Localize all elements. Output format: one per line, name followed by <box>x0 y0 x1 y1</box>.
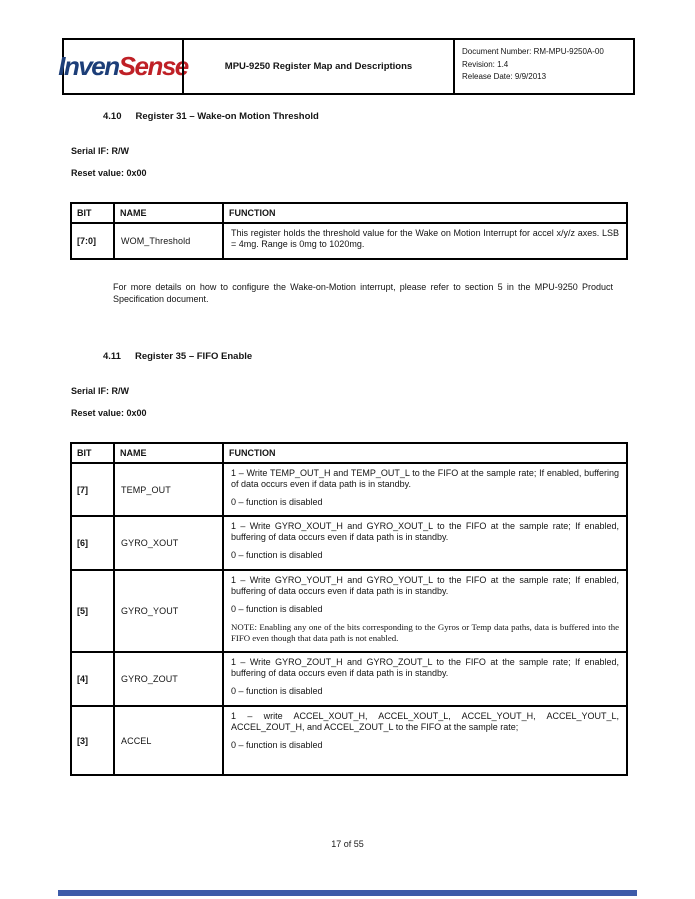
table-header-row <box>71 443 627 463</box>
document-release-date: Release Date: 9/9/2013 <box>462 72 547 81</box>
function-text: 1 – write ACCEL_XOUT_H, ACCEL_XOUT_L, ACCEL_YOUT_H, ACCEL_YOUT_L, ACCEL_ZOUT_H, and ACCEL_ZOUT_L to the FIFO at the sample rate; <box>231 711 619 732</box>
section-heading-4-11 <box>103 351 252 362</box>
function-text: 0 – function is disabled <box>231 740 323 750</box>
bit-column-header: BIT <box>71 443 114 463</box>
name-column-header: NAME <box>114 443 223 463</box>
function-column-header: FUNCTION <box>223 443 627 463</box>
section-number: 4.11 <box>103 351 121 362</box>
table-row-accel <box>71 706 627 775</box>
bit-cell: [6] <box>71 516 114 570</box>
document-info-block <box>453 40 633 93</box>
bit-cell: [4] <box>71 652 114 706</box>
name-cell: GYRO_YOUT <box>114 570 223 652</box>
function-cell <box>223 570 627 652</box>
section-heading-4-10 <box>103 111 319 122</box>
table-row-gyro-xout <box>71 516 627 570</box>
name-cell: GYRO_XOUT <box>114 516 223 570</box>
name-cell: WOM_Threshold <box>114 223 223 259</box>
function-text: 0 – function is disabled <box>231 497 323 507</box>
fifo-enable-table <box>70 442 628 776</box>
serial-if-line-410: Serial IF: R/W <box>71 146 130 156</box>
name-cell: ACCEL <box>114 706 223 775</box>
table-row <box>71 223 627 259</box>
wom-threshold-table <box>70 202 628 260</box>
bit-cell: [5] <box>71 570 114 652</box>
name-column-header: NAME <box>114 203 223 223</box>
document-number: Document Number: RM-MPU-9250A-00 <box>462 47 604 56</box>
document-title: MPU-9250 Register Map and Descriptions <box>182 40 453 93</box>
table-row-gyro-zout <box>71 652 627 706</box>
reset-value-line-411: Reset value: 0x00 <box>71 408 147 418</box>
bit-cell: [3] <box>71 706 114 775</box>
table-row-gyro-yout <box>71 570 627 652</box>
serial-if-line-411: Serial IF: R/W <box>71 386 130 396</box>
function-text: 1 – Write TEMP_OUT_H and TEMP_OUT_L to the FIFO at the sample rate; If enabled, buffering of data occurs even if data path is in standby. <box>231 468 619 489</box>
footer-accent-bar <box>58 890 637 896</box>
invensense-logo <box>58 40 188 93</box>
document-revision: Revision: 1.4 <box>462 59 509 69</box>
logo-sense-text: Sense <box>118 51 188 81</box>
function-cell <box>223 706 627 775</box>
logo-inven-text: Inven <box>58 51 119 81</box>
table-row-temp-out <box>71 463 627 516</box>
reset-value-line-410: Reset value: 0x00 <box>71 168 147 178</box>
header-table <box>58 38 635 95</box>
table-header-row <box>71 203 627 223</box>
function-text: 1 – Write GYRO_ZOUT_H and GYRO_ZOUT_L to the FIFO at the sample rate; If enabled, buffering of data occurs even if data path is in standby. <box>231 657 619 678</box>
function-text: 0 – function is disabled <box>231 686 323 696</box>
function-text: 0 – function is disabled <box>231 550 323 560</box>
function-text: This register holds the threshold value for the Wake on Motion Interrupt for accel x/y/z axes. LSB = 4mg. Range is 0mg to 1020mg. <box>231 228 619 249</box>
function-cell <box>223 223 627 259</box>
bit-cell: [7:0] <box>71 223 114 259</box>
function-cell <box>223 463 627 516</box>
details-paragraph: For more details on how to configure the Wake-on-Motion interrupt, please refer to section 5 in the MPU-9250 Product Specification document. <box>113 282 613 304</box>
function-text: 0 – function is disabled <box>231 604 323 614</box>
function-cell <box>223 516 627 570</box>
function-cell <box>223 652 627 706</box>
function-column-header: FUNCTION <box>223 203 627 223</box>
section-title: Register 31 – Wake-on Motion Threshold <box>135 111 319 122</box>
function-text: 1 – Write GYRO_XOUT_H and GYRO_XOUT_L to the FIFO at the sample rate; If enabled, buffering of data occurs even if data path is in standby. <box>231 521 619 542</box>
page-number: 17 of 55 <box>331 839 364 849</box>
bit-cell: [7] <box>71 463 114 516</box>
section-title: Register 35 – FIFO Enable <box>134 351 253 362</box>
section-number: 4.10 <box>103 111 122 122</box>
function-text: 1 – Write GYRO_YOUT_H and GYRO_YOUT_L to the FIFO at the sample rate; If enabled, buffering of data occurs even if data path is in standby. <box>231 575 619 596</box>
name-cell: TEMP_OUT <box>114 463 223 516</box>
logo-wordmark <box>58 51 188 82</box>
function-note-text: NOTE: Enabling any one of the bits corresponding to the Gyros or Temp data paths, data is buffered into the FIFO even though that data path is not enabled. <box>231 622 619 643</box>
bit-column-header: BIT <box>71 203 114 223</box>
name-cell: GYRO_ZOUT <box>114 652 223 706</box>
